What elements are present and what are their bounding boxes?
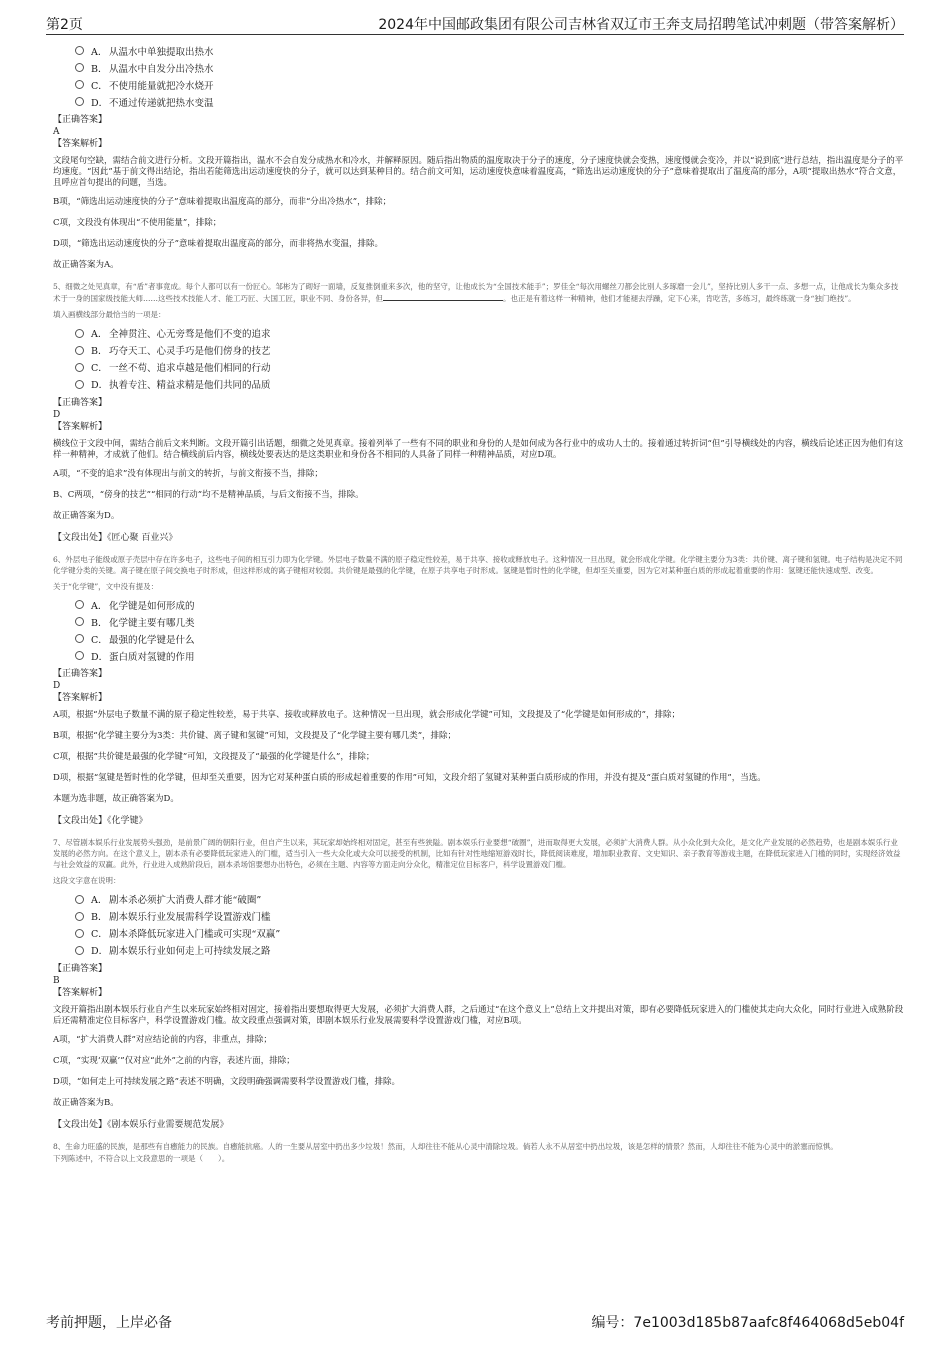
question-8	[53, 1141, 904, 1165]
analysis-text: 横线位于文段中间，需结合前后文来判断。文段开篇引出话题，细微之处见真章。接着列举了一些有不同的职业和身份的人是如何成为各行业中的成功人士的。接着通过转折词“但”引导横线处的内容，横线后论述正因为他们有这样一种精神，才成就了他们。结合横线前后内容，横线处要表达的是这类职业和身份各不相同的人具备了同样一种精神品质，对应D项。	[53, 438, 904, 460]
analysis-text: 文段尾句空缺，需结合前文进行分析。文段开篇指出，温水不会自发分成热水和冷水，并解释原因。随后指出物质的温度取决于分子的速度，分子速度快就会变热，速度慢就会变冷，并以“说到底”进行总结，指出温度是分子的平均速度。“因此”基于前文得出结论，指出若能筛选出运动速度快的分子，就可以达到某种目的。结合前文可知，运动速度快意味着温度高，“筛选出运动速度快的分子”意味着提取出了温度高的部分，A项“提取出热水”符合文意，且呼应首句提出的问题，当选。	[53, 156, 904, 188]
analysis-label: 【答案解析】	[53, 421, 108, 432]
radio-icon[interactable]	[75, 600, 84, 609]
analysis-text: 文段开篇指出剧本娱乐行业自产生以来玩家始终相对固定，接着指出要想取得更大发展，必须扩大消费人群，之后通过“在这个意义上”总结上文并提出对策，即有必要降低玩家进入的门槛使其走向大众化，同时行业进入成熟阶段后还需精准定位目标客户，科学设置游戏门槛。故文段重点强调对策，即剧本娱乐行业发展需要科学设置游戏门槛，对应B项。	[53, 1004, 904, 1026]
page-header	[46, 12, 904, 35]
options-list	[53, 42, 904, 110]
question-5	[53, 281, 904, 544]
option-a[interactable]: A． 化学键是如何形成的	[53, 596, 904, 613]
option-b[interactable]: B． 巧夺天工、心灵手巧是他们傍身的技艺	[53, 342, 904, 359]
question-6	[53, 554, 904, 828]
radio-icon[interactable]	[75, 912, 84, 921]
document-id: 编号：7e1003d185b87aafc8f464068d5eb04f	[591, 1315, 904, 1331]
source-citation: 【文段出处】《匠心聚 百业兴》	[53, 532, 178, 543]
radio-icon[interactable]	[75, 634, 84, 643]
options-list	[53, 596, 904, 664]
radio-icon[interactable]	[75, 617, 84, 626]
question-stem: 8、生命力旺盛的民族，是那些有自癒能力的民族。自癒能抗癌。人的一生要从居室中扔出多少垃圾！然而，人却往往不能从心灵中清除垃圾。倘若人永不从居室中扔出垃圾，该是怎样的情景？然而，人却往往不能为心灵中的淤塞而惊惧。	[53, 1141, 838, 1151]
option-d[interactable]: D． 蛋白质对氢键的作用	[53, 647, 904, 664]
conclusion: 本题为选非题，故正确答案为D。	[53, 794, 179, 804]
answer-label: 【正确答案】	[53, 115, 108, 125]
question-prompt: 关于“化学键”，文中没有提及：	[53, 581, 159, 591]
option-c[interactable]: C． 不使用能量就把冷水烧开	[53, 76, 904, 93]
source-citation: 【文段出处】《剧本娱乐行业需要规范发展》	[53, 1119, 229, 1130]
conclusion: 故正确答案为A。	[53, 260, 119, 270]
options-list	[53, 891, 904, 959]
analysis-para: C项，“实现‘双赢’”仅对应“此外”之前的内容，表述片面，排除；	[53, 1055, 295, 1066]
radio-icon[interactable]	[75, 895, 84, 904]
fill-blank	[383, 292, 443, 301]
radio-icon[interactable]	[75, 63, 84, 72]
option-b[interactable]: B． 化学键主要有哪几类	[53, 613, 904, 630]
option-c[interactable]: C． 最强的化学键是什么	[53, 630, 904, 647]
answer-label: 【正确答案】	[53, 963, 108, 974]
question-prompt: 这段文字意在说明：	[53, 876, 121, 885]
radio-icon[interactable]	[75, 46, 84, 55]
option-c[interactable]: C． 一丝不苟、追求卓越是他们相同的行动	[53, 359, 904, 376]
option-c[interactable]: C． 剧本杀降低玩家进入门槛或可实现“双赢”	[53, 925, 904, 942]
analysis-para: A项，“不变的追求”没有体现出与前文的转折，与前文衔接不当，排除；	[53, 468, 323, 479]
analysis-para: C项，文段没有体现出“不使用能量”，排除；	[53, 218, 222, 228]
option-a[interactable]: A． 全神贯注、心无旁骛是他们不变的追求	[53, 325, 904, 342]
page-number: 第2页	[46, 17, 83, 33]
question-stem: 6、外层电子能级或原子壳层中存在许多电子，这些电子间的相互引力即为化学键。外层电子数量不满的原子稳定性较差，易于共享、接收或释放电子。这种情况一旦出现，就会形成化学键。化学键主要分为3类：共价键、离子键和氢键。电子结构是决定不同化学键分类的关键。离子键在原子间交换电子时形成，但这样形成的离子键相对较弱。共价键是最强的化学键，在原子共享电子时形成。氢键是暂时性的化学键，但却至关重要，因为它对某种蛋白质的形成起着重要的作用：氢键还能快速成型、改变。	[53, 554, 903, 575]
analysis-label: 【答案解析】	[53, 987, 108, 998]
option-b[interactable]: B． 从温水中自发分出冷热水	[53, 59, 904, 76]
fill-blank	[443, 292, 503, 301]
answer-value: D	[53, 681, 61, 691]
radio-icon[interactable]	[75, 946, 84, 955]
document-title: 2024年中国邮政集团有限公司吉林省双辽市王奔支局招聘笔试冲刺题（带答案解析）	[378, 17, 904, 33]
analysis-para: B项，“筛选出运动速度快的分子”意味着提取出温度高的部分，而非“分出冷热水”，排除；	[53, 197, 392, 207]
answer-value: B	[53, 975, 60, 986]
question-7	[53, 837, 904, 1131]
analysis-para: D项，根据“氢键是暂时性的化学键，但却至关重要，因为它对某种蛋白质的形成起着重要的作用”可知，文段介绍了氢键对某种蛋白质形成的作用，并没有提及“蛋白质对氢键的作用”，当选。	[53, 773, 766, 783]
analysis-para: A项，根据“外层电子数量不满的原子稳定性较差，易于共享、接收或释放电子。这种情况一旦出现，就会形成化学键”可知，文段提及了“化学键是如何形成的”，排除；	[53, 710, 681, 720]
radio-icon[interactable]	[75, 80, 84, 89]
option-a[interactable]: A． 从温水中单独提取出热水	[53, 42, 904, 59]
footer-slogan: 考前押题，上岸必备	[46, 1315, 172, 1331]
question-prompt: 下列陈述中，不符合以上文段意思的一项是（ ）。	[53, 1153, 230, 1163]
question-stem: 7、尽管剧本娱乐行业发展势头强劲，是前景广阔的朝阳行业，但自产生以来，其玩家却始终相对固定，甚至有些狭隘。剧本娱乐行业要想“破圈”，进而取得更大发展，必须扩大消费人群。从小众化到大众化，是文化产业发展的必然趋势，也是剧本娱乐行业发展的必然方向。在这个意义上，剧本杀有必要降低玩家进入的门槛，适当引入一些大众化或大众可以接受的机制，比如有针对性地缩短游戏时长，降低阅读难度，增加职业教育、文史知识、亲子教育等游戏主题，在降低玩家进入门槛的同时，实现经济效益与社会效益的双赢。此外，行业进入成熟阶段后，剧本杀场馆要想办出特色，必须在主题、内容等方面走向分众化，精准定位目标客户，科学设置游戏门槛。	[53, 838, 901, 869]
radio-icon[interactable]	[75, 329, 84, 338]
answer-label: 【正确答案】	[53, 669, 108, 679]
analysis-para: B项，根据“化学键主要分为3类：共价键、离子键和氢键”可知，文段提及了“化学键主要有哪几类”，排除；	[53, 731, 457, 741]
question-stem: 5、细微之处见真章，有“盾”者事竟成。每个人都可以有一份匠心。邹彬为了砌好一面墙，反复推倒重来多次，他的坚守，让他成长为“全国技术能手”；罗佳全“每次用螺丝刀都会比别人多琢磨一会儿”，坚持比别人多干一点、多想一点，让他成长为集众多技术于一身的国家级技能大师……这些技术技能人才、能工巧匠、大国工匠，职业不同、身份各异，但 。也正是有着这样一种精神，他们才能褪去浮躁，定下心来，肯吃苦，多练习，最终练就一身“独门绝技”。	[53, 282, 899, 303]
analysis-para: B、C两项，“傍身的技艺”“相同的行动”均不是精神品质，与后文衔接不当，排除。	[53, 489, 364, 500]
analysis-para: D项，“如何走上可持续发展之路”表述不明确，文段明确强调需要科学设置游戏门槛，排除。	[53, 1076, 401, 1087]
page-footer	[46, 1312, 904, 1332]
radio-icon[interactable]	[75, 651, 84, 660]
conclusion: 故正确答案为D。	[53, 510, 120, 521]
analysis-para: D项，“筛选出运动速度快的分子”意味着提取出温度高的部分，而非将热水变温，排除。	[53, 239, 384, 249]
question-prompt: 填入画横线部分最恰当的一项是：	[53, 310, 166, 319]
options-list	[53, 325, 904, 393]
option-d[interactable]: D． 不通过传递就把热水变温	[53, 93, 904, 110]
answer-label: 【正确答案】	[53, 397, 108, 408]
conclusion: 故正确答案为B。	[53, 1097, 119, 1108]
answer-value: A	[53, 127, 60, 137]
radio-icon[interactable]	[75, 929, 84, 938]
analysis-para: A项，“扩大消费人群”对应结论前的内容，非重点，排除；	[53, 1034, 272, 1045]
radio-icon[interactable]	[75, 97, 84, 106]
analysis-para: C项，根据“共价键是最强的化学键”可知，文段提及了“最强的化学键是什么”，排除；	[53, 752, 375, 762]
source-citation: 【文段出处】《化学键》	[53, 816, 148, 826]
option-b[interactable]: B． 剧本娱乐行业发展需科学设置游戏门槛	[53, 908, 904, 925]
option-d[interactable]: D． 剧本娱乐行业如何走上可持续发展之路	[53, 942, 904, 959]
radio-icon[interactable]	[75, 380, 84, 389]
question-4	[53, 42, 904, 271]
option-a[interactable]: A． 剧本杀必须扩大消费人群才能“破圈”	[53, 891, 904, 908]
analysis-label: 【答案解析】	[53, 139, 108, 149]
radio-icon[interactable]	[75, 363, 84, 372]
radio-icon[interactable]	[75, 346, 84, 355]
analysis-label: 【答案解析】	[53, 693, 108, 703]
page-content	[53, 38, 904, 1164]
option-d[interactable]: D． 执着专注、精益求精是他们共同的品质	[53, 376, 904, 393]
answer-value: D	[53, 409, 61, 420]
